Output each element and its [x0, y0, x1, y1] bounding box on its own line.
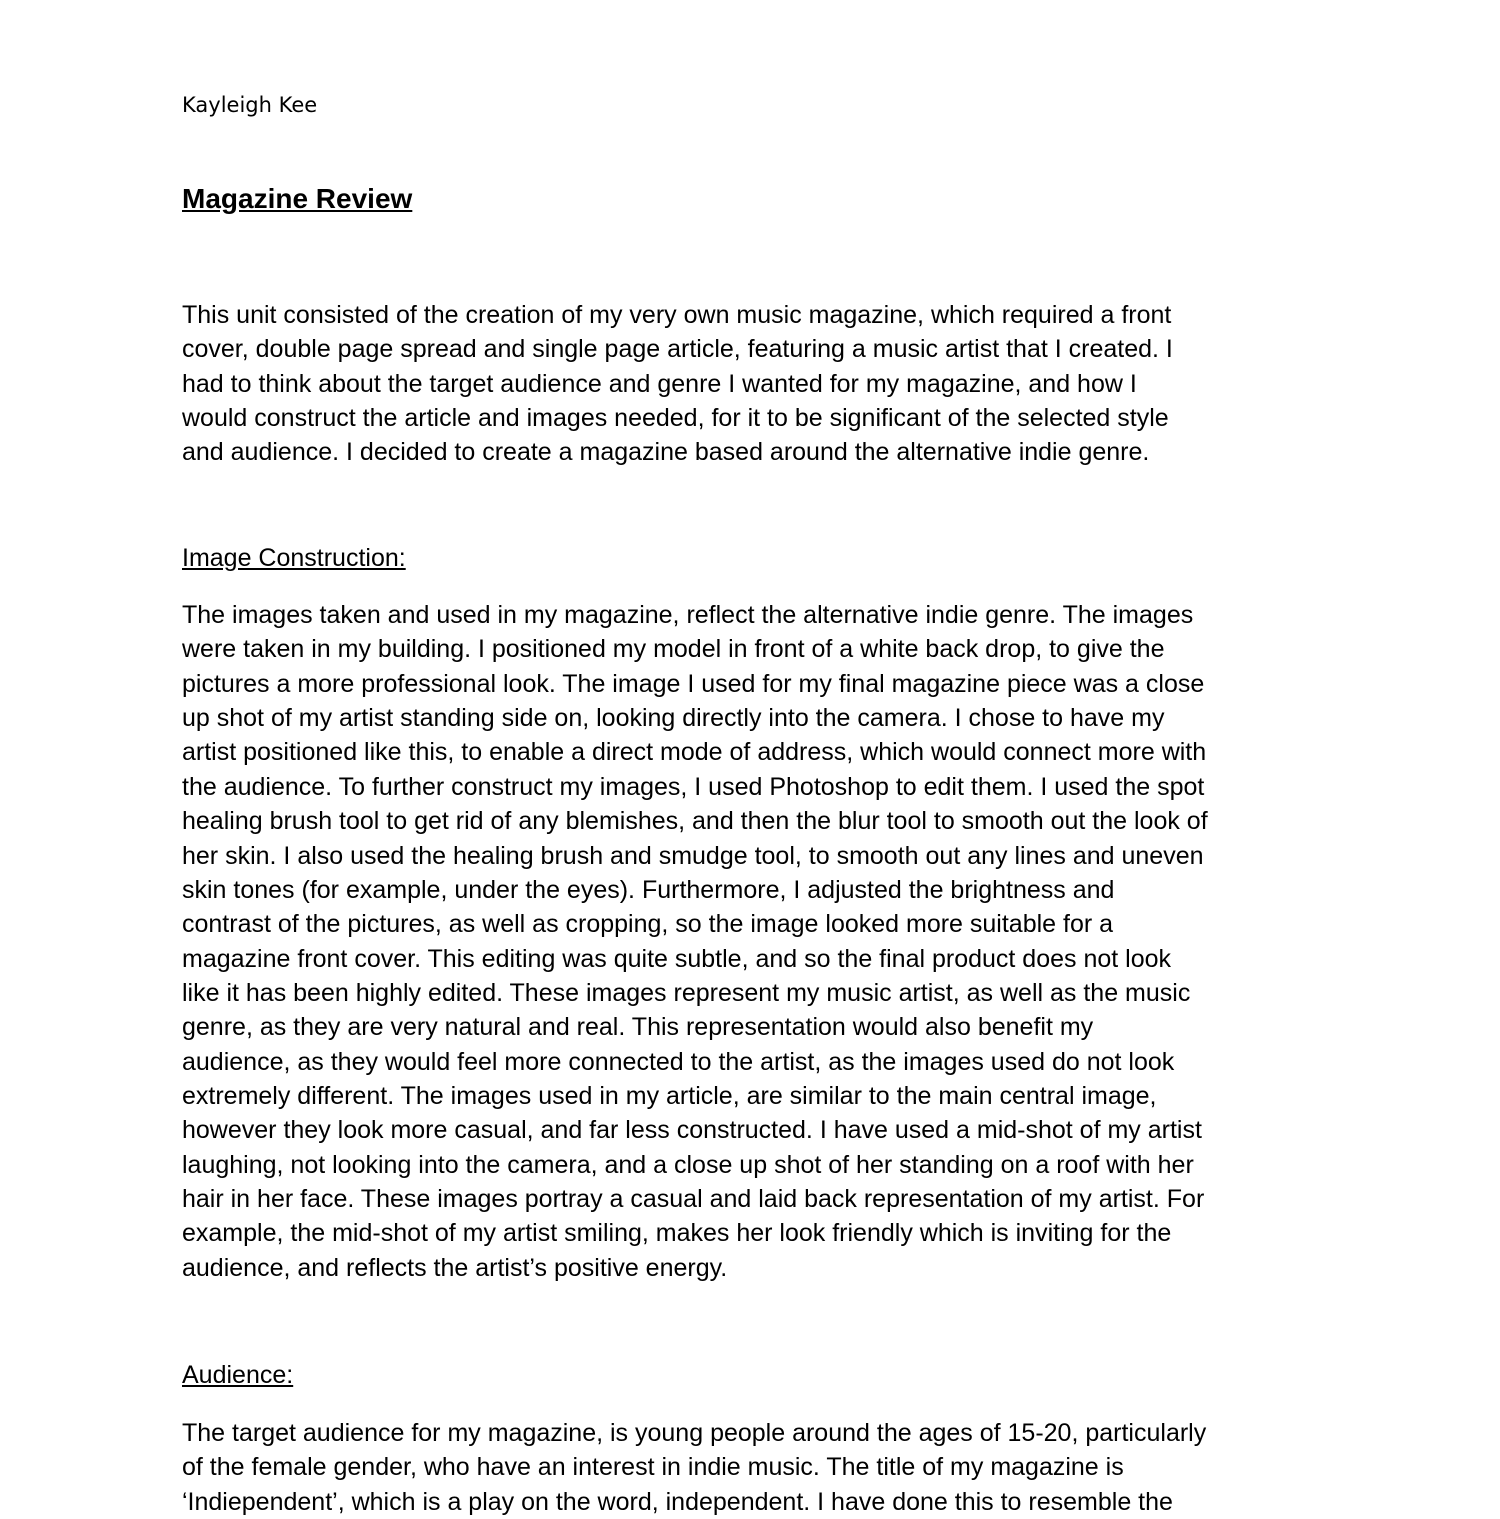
text-line: like it has been highly edited. These images represent my music artist, as well as the music	[182, 978, 1191, 1007]
text-line: The images taken and used in my magazine, reflect the alternative indie genre. The images	[182, 601, 1194, 629]
text-line: ‘Indiependent’, which is a play on the word, independent. I have done this to resemble the	[182, 1487, 1173, 1516]
document-title: Magazine Review	[182, 183, 413, 214]
audience-paragraph	[182, 1416, 1206, 1519]
text-line: pictures a more professional look. The image I used for my final magazine piece was a close	[182, 669, 1205, 698]
text-line: up shot of my artist standing side on, looking directly into the camera. I chose to have my	[182, 704, 1165, 733]
text-line: artist positioned like this, to enable a direct mode of address, which would connect more with	[182, 738, 1207, 767]
text-line: and audience. I decided to create a magazine based around the alternative indie genre.	[182, 438, 1150, 467]
text-line: audience, and reflects the artist’s positive energy.	[182, 1253, 728, 1282]
text-line: The target audience for my magazine, is young people around the ages of 15-20, particularly	[182, 1419, 1207, 1447]
text-line: the audience. To further construct my images, I used Photoshop to edit them. I used the spot	[182, 772, 1205, 801]
text-line: would construct the article and images needed, for it to be significant of the selected style	[182, 404, 1169, 433]
text-line: hair in her face. These images portray a casual and laid back representation of my artist. For	[182, 1185, 1205, 1214]
text-line: extremely different. The images used in my article, are similar to the main central image,	[182, 1082, 1157, 1111]
text-line: magazine front cover. This editing was quite subtle, and so the final product does not look	[182, 944, 1172, 973]
text-line: however they look more casual, and far less constructed. I have used a mid-shot of my artist	[182, 1116, 1202, 1145]
section-heading-image-construction: Image Construction:	[182, 544, 406, 572]
text-line: healing brush tool to get rid of any blemishes, and then the blur tool to smooth out the look of	[182, 807, 1208, 836]
text-line: laughing, not looking into the camera, and a close up shot of her standing on a roof with her	[182, 1150, 1194, 1179]
intro-paragraph	[182, 298, 1173, 470]
text-line: had to think about the target audience and genre I wanted for my magazine, and how I	[182, 369, 1137, 398]
text-line: genre, as they are very natural and real. This representation would also benefit my	[182, 1013, 1094, 1042]
text-line: were taken in my building. I positioned my model in front of a white back drop, to give the	[182, 635, 1165, 664]
image-construction-paragraph	[182, 598, 1208, 1285]
text-line: cover, double page spread and single page article, featuring a music artist that I created. I	[182, 335, 1173, 364]
text-line: of the female gender, who have an interest in indie music. The title of my magazine is	[182, 1453, 1124, 1482]
text-line: audience, as they would feel more connected to the artist, as the images used do not look	[182, 1047, 1175, 1076]
author-name: Kayleigh Kee	[182, 93, 318, 117]
text-line: contrast of the pictures, as well as cropping, so the image looked more suitable for a	[182, 910, 1114, 939]
text-line: skin tones (for example, under the eyes). Furthermore, I adjusted the brightness and	[182, 875, 1115, 904]
text-line: her skin. I also used the healing brush and smudge tool, to smooth out any lines and uneven	[182, 841, 1204, 870]
section-heading-audience: Audience:	[182, 1361, 294, 1389]
text-line: example, the mid-shot of my artist smiling, makes her look friendly which is inviting for the	[182, 1219, 1172, 1248]
text-line: This unit consisted of the creation of my very own music magazine, which required a front	[182, 301, 1172, 329]
